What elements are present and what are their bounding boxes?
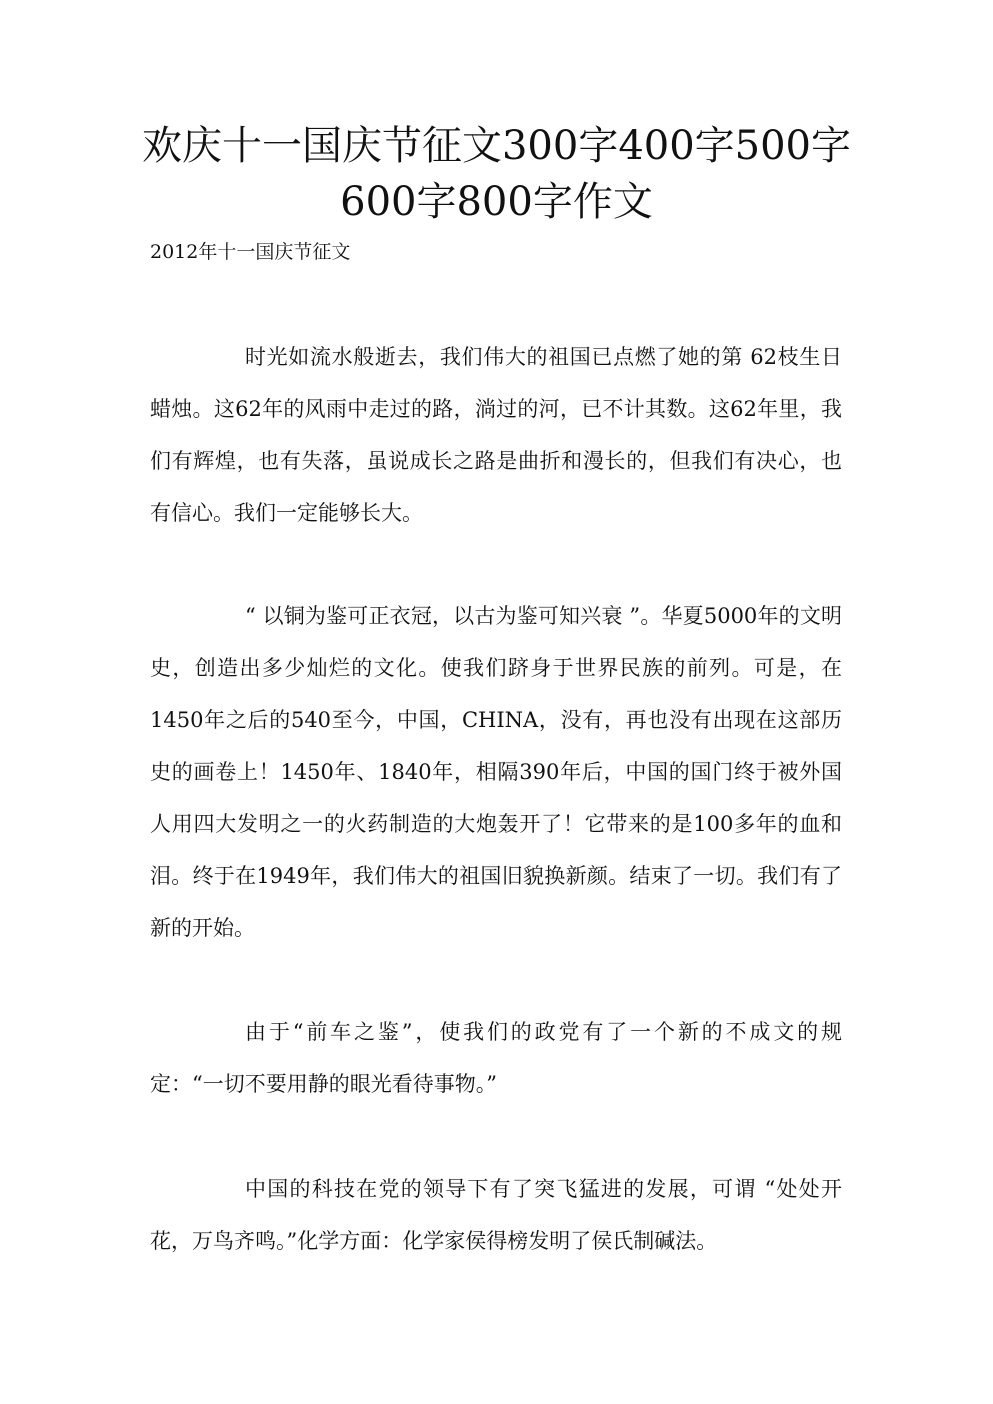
paragraph: 中国的科技在党的领导下有了突飞猛进的发展，可谓 “处处开花，万鸟齐鸣。”化学方面：化学家侯得榜发明了侯氏制碱法。 — [150, 1177, 842, 1253]
document-title: 欢庆十一国庆节征文300字400字500字600字800字作文 — [141, 123, 852, 225]
document-subtitle: 2012年十一国庆节征文 — [150, 241, 351, 263]
paragraph: 由于“前车之鉴”，使我们的政党有了一个新的不成文的规定：“一切不要用静的眼光看待事物。” — [150, 1020, 842, 1096]
paragraph: “ 以铜为鉴可正衣冠，以古为鉴可知兴衰 ”。华夏5000年的文明史，创造出多少灿烂的文化。使我们跻身于世界民族的前列。可是，在1450年之后的540至今，中国，CHINA，没有，再也没有出现在这部历史的画卷上！1450年、1840年，相隔390年后，中国的国门终于被外国人用四大发明之一的火药制造的大炮轰开了！它带来的是100多年的血和泪。终于在1949年，我们伟大的祖国旧貌换新颜。结束了一切。我们有了新的开始。 — [150, 604, 842, 940]
paragraph: 时光如流水般逝去，我们伟大的祖国已点燃了她的第 62枝生日蜡烛。这62年的风雨中走过的路，淌过的河，已不计其数。这62年里，我们有辉煌，也有失落，虽说成长之路是曲折和漫长的，但我们有决心，也有信心。我们一定能够长大。 — [150, 345, 842, 525]
